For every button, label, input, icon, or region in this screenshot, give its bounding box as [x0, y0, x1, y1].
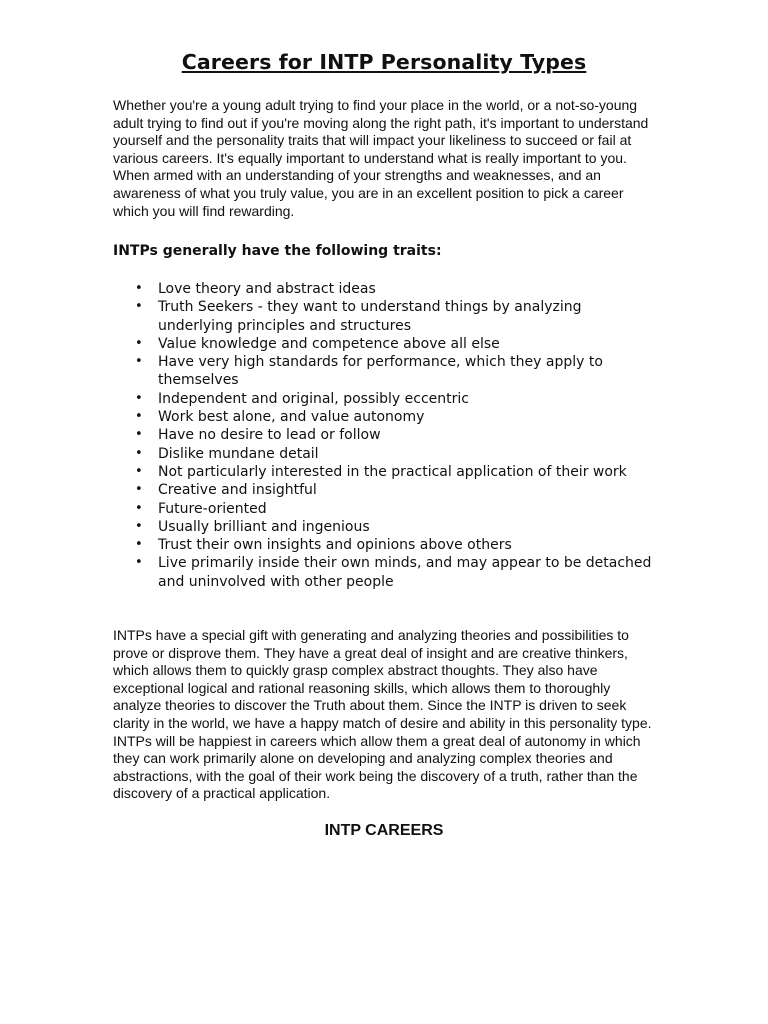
- trait-item: [113, 445, 653, 463]
- trait-item: [113, 463, 653, 481]
- trait-text: Have very high standards for performance, which they apply to themselves: [158, 354, 603, 389]
- bullet-icon: •: [135, 281, 143, 296]
- intro-paragraph: Whether you're a young adult trying to find your place in the world, or a not-so-young adult trying to find out if you're moving along the right path, it's important to understand yourself and the personality traits that will impact your likeliness to succeed or fail at various careers. It's equally important to understand what is really important to you. When armed with an understanding of your strengths and weaknesses, and an awareness of what you truly value, you are in an excellent position to pick a career which you will find rewarding.: [113, 97, 649, 219]
- bullet-icon: •: [135, 463, 143, 479]
- trait-item: [113, 481, 653, 499]
- trait-item: [113, 408, 653, 426]
- bullet-icon: •: [135, 500, 143, 516]
- bullet-icon: •: [135, 427, 143, 443]
- section-title: INTP CAREERS: [324, 822, 444, 839]
- trait-item: [113, 335, 653, 353]
- trait-text: Usually brilliant and ingenious: [158, 518, 370, 535]
- trait-text: Value knowledge and competence above all else: [158, 335, 500, 352]
- body-paragraph: INTPs have a special gift with generating and analyzing theories and possibilities to prove or disprove them. They have a great deal of insight and are creative thinkers, which allows them to quickly grasp complex abstract thoughts. They also have exceptional logical and rational reasoning skills, which allows them to thoroughly analyze theories to discover the Truth about them. Since the INTP is driven to seek clarity in the world, we have a happy match of desire and ability in this personality type. INTPs will be happiest in careers which allow them a great deal of autonomy in which they can work primarily alone on developing and analyzing complex theories and abstractions, with the goal of their work being the discovery of a truth, rather than the discovery of a practical application.: [113, 627, 652, 802]
- trait-text: Truth Seekers - they want to understand things by analyzing underlying principles and structures: [158, 299, 582, 334]
- traits-list: [113, 280, 653, 591]
- bullet-icon: •: [135, 354, 143, 370]
- trait-item: [113, 554, 653, 591]
- trait-text: Work best alone, and value autonomy: [158, 409, 425, 426]
- trait-text: Dislike mundane detail: [158, 445, 319, 462]
- trait-text: Creative and insightful: [158, 482, 317, 499]
- bullet-icon: •: [135, 390, 143, 406]
- bullet-icon: •: [135, 518, 143, 534]
- bullet-icon: •: [135, 409, 143, 425]
- trait-item: [113, 280, 653, 298]
- trait-text: Independent and original, possibly eccentric: [158, 390, 469, 407]
- traits-heading: INTPs generally have the following traits:: [113, 243, 442, 259]
- trait-item: [113, 390, 653, 408]
- bullet-icon: •: [135, 299, 143, 315]
- bullet-icon: •: [135, 555, 143, 571]
- bullet-icon: •: [135, 445, 143, 461]
- trait-item: [113, 426, 653, 444]
- trait-item: [113, 500, 653, 518]
- trait-text: Have no desire to lead or follow: [158, 427, 381, 444]
- bullet-icon: •: [135, 482, 143, 498]
- trait-text: Love theory and abstract ideas: [158, 281, 376, 297]
- bullet-icon: •: [135, 335, 143, 351]
- trait-item: [113, 298, 653, 335]
- trait-text: Live primarily inside their own minds, and may appear to be detached and uninvolved with other people: [158, 555, 652, 590]
- page-title: Careers for INTP Personality Types: [181, 50, 587, 74]
- trait-text: Not particularly interested in the practical application of their work: [158, 463, 627, 480]
- trait-text: Trust their own insights and opinions above others: [158, 537, 512, 554]
- bullet-icon: •: [135, 537, 143, 553]
- trait-item: [113, 353, 653, 390]
- trait-item: [113, 518, 653, 536]
- trait-item: [113, 536, 653, 554]
- trait-text: Future-oriented: [158, 500, 267, 517]
